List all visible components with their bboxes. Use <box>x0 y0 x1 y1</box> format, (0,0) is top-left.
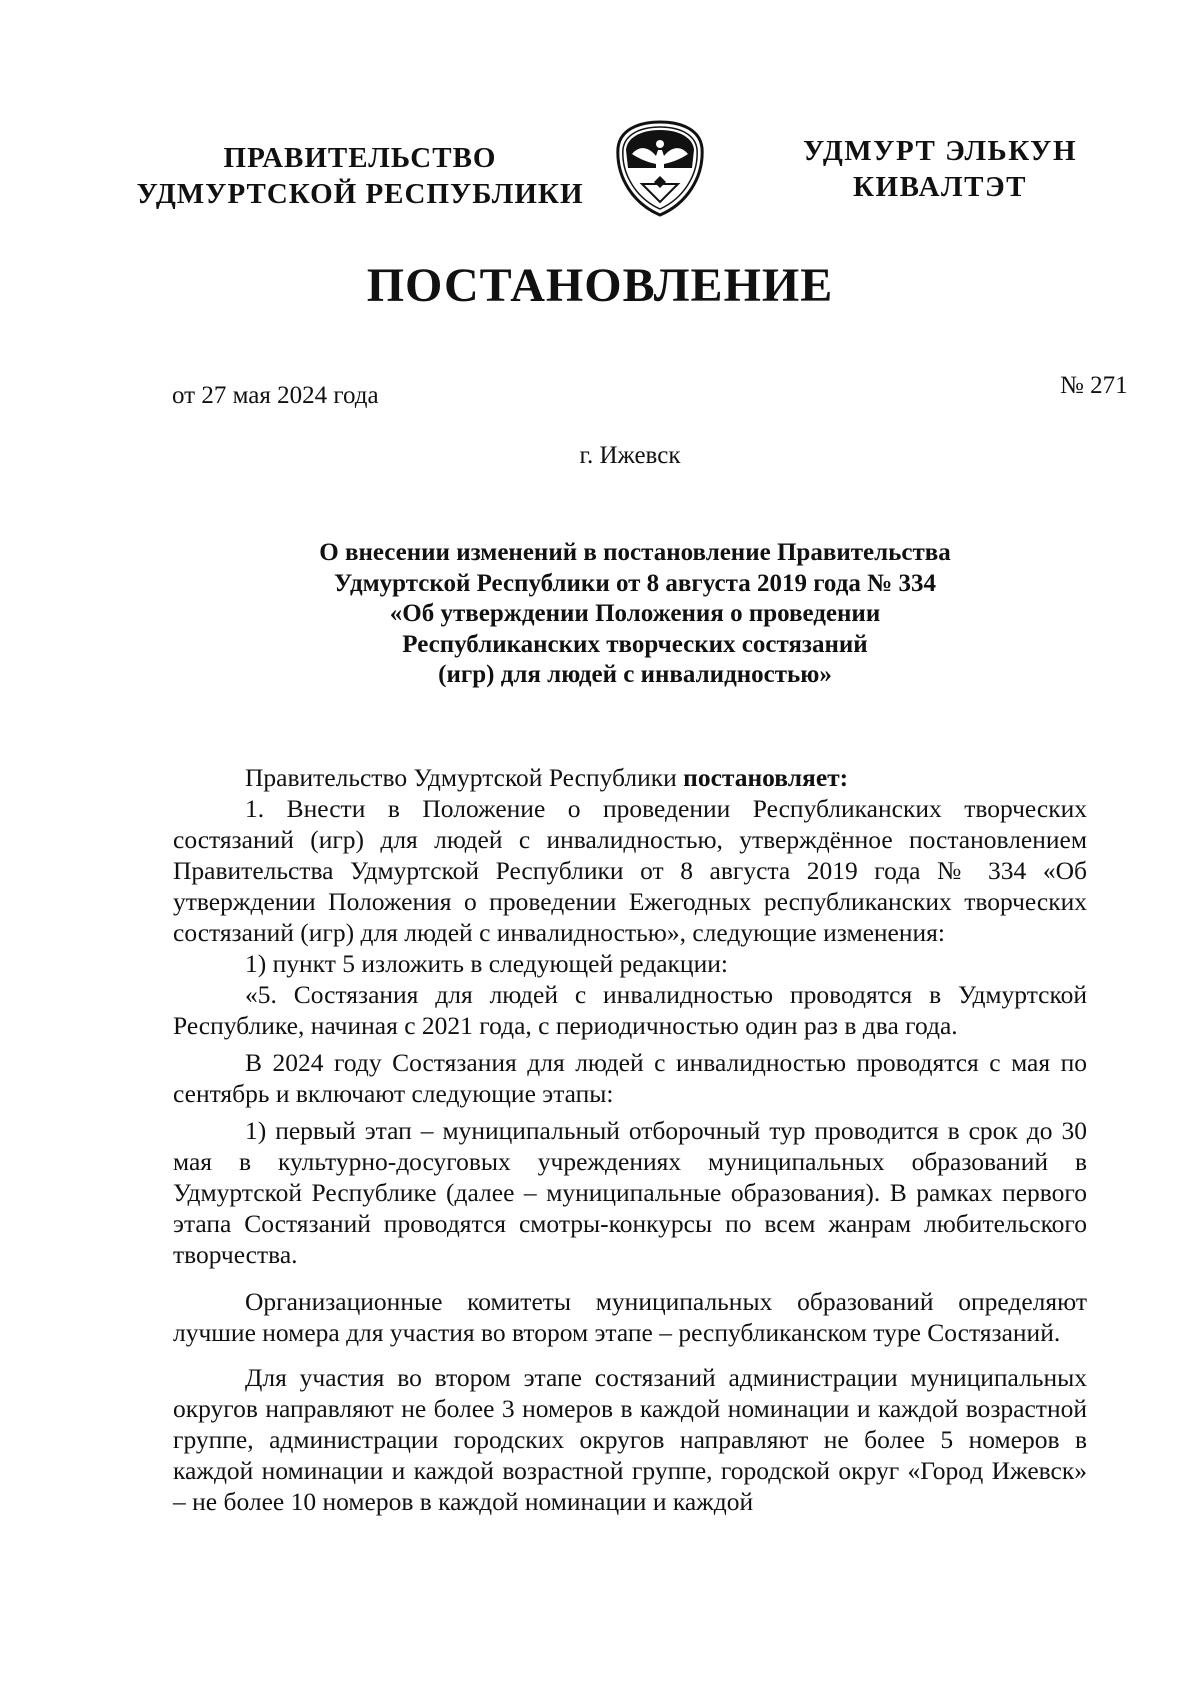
paragraph-4: В 2024 году Состязания для людей с инвалидностью проводятся с мая по сентябрь и включают следующие этапы: <box>173 1048 1087 1108</box>
intro-verb: постановляет: <box>683 763 849 792</box>
government-name-russian <box>130 140 590 212</box>
title-line: Удмуртской Республики от 8 августа 2019 года № 334 <box>334 569 936 597</box>
title-line: «Об утверждении Положения о проведении <box>389 600 881 627</box>
intro-text: Правительство Удмуртской Республики <box>245 763 684 792</box>
header-left-line-1: ПРАВИТЕЛЬСТВО <box>223 142 497 174</box>
paragraph-7: Для участия во втором этапе состязаний администрации муниципальных округов направляют не более 3 номеров в каждой номинации и каждой возрастной группе, администрации городских округов направляют не более 5 номеров в каждой номинации и каждой возрастной группе, городской округ «Город Ижевск» – не более 10 номеров в каждой номинации и каждой <box>173 1363 1087 1516</box>
government-name-udmurt <box>790 133 1090 205</box>
coat-of-arms-icon <box>612 118 708 218</box>
document-date: от 27 мая 2024 года <box>172 382 379 409</box>
paragraph-1: 1. Внести в Положение о проведении Республиканских творческих состязаний (игр) для людей с инвалидностью, утверждённое постановлением Правительства Удмуртской Республики от 8 августа 2019 года № 334 «Об утверждении Положения о проведении Ежегодных республиканских творческих состязаний (игр) для людей с инвалидностью», следующие изменения: <box>173 794 1087 947</box>
header-right-line-1: УДМУРТ ЭЛЬКУН <box>802 135 1078 167</box>
title-line: Республиканских творческих состязаний <box>402 630 868 658</box>
resolution-intro <box>173 762 1087 793</box>
paragraph-5: 1) первый этап – муниципальный отборочный тур проводится в срок до 30 мая в культурно-досуговых учреждениях муниципальных образований в Удмуртской Республике (далее – муниципальные образования). В рамках первого этапа Состязаний проводятся смотры-конкурсы по всем жанрам любительского творчества. <box>173 1116 1087 1269</box>
paragraph-3: «5. Состязания для людей с инвалидностью проводятся в Удмуртской Республике, начиная с 2021 года, с периодичностью один раз в два года. <box>173 980 1087 1040</box>
document-body <box>173 762 1087 1517</box>
document-type: ПОСТАНОВЛЕНИЕ <box>366 259 834 312</box>
header-left-line-2: УДМУРТСКОЙ РЕСПУБЛИКИ <box>136 178 584 210</box>
paragraph-2: 1) пункт 5 изложить в следующей редакции: <box>245 949 728 978</box>
document-title <box>180 538 1090 691</box>
document-number: № 271 <box>1060 372 1128 399</box>
document-city: г. Ижевск <box>579 442 681 469</box>
paragraph-6: Организационные комитеты муниципальных образований определяют лучшие номера для участия во втором этапе – республиканском туре Состязаний. <box>173 1287 1087 1347</box>
header-right-line-2: КИВАЛТЭТ <box>852 171 1027 203</box>
title-line: О внесении изменений в постановление Правительства <box>319 539 951 566</box>
title-line: (игр) для людей с инвалидностью» <box>438 661 832 688</box>
